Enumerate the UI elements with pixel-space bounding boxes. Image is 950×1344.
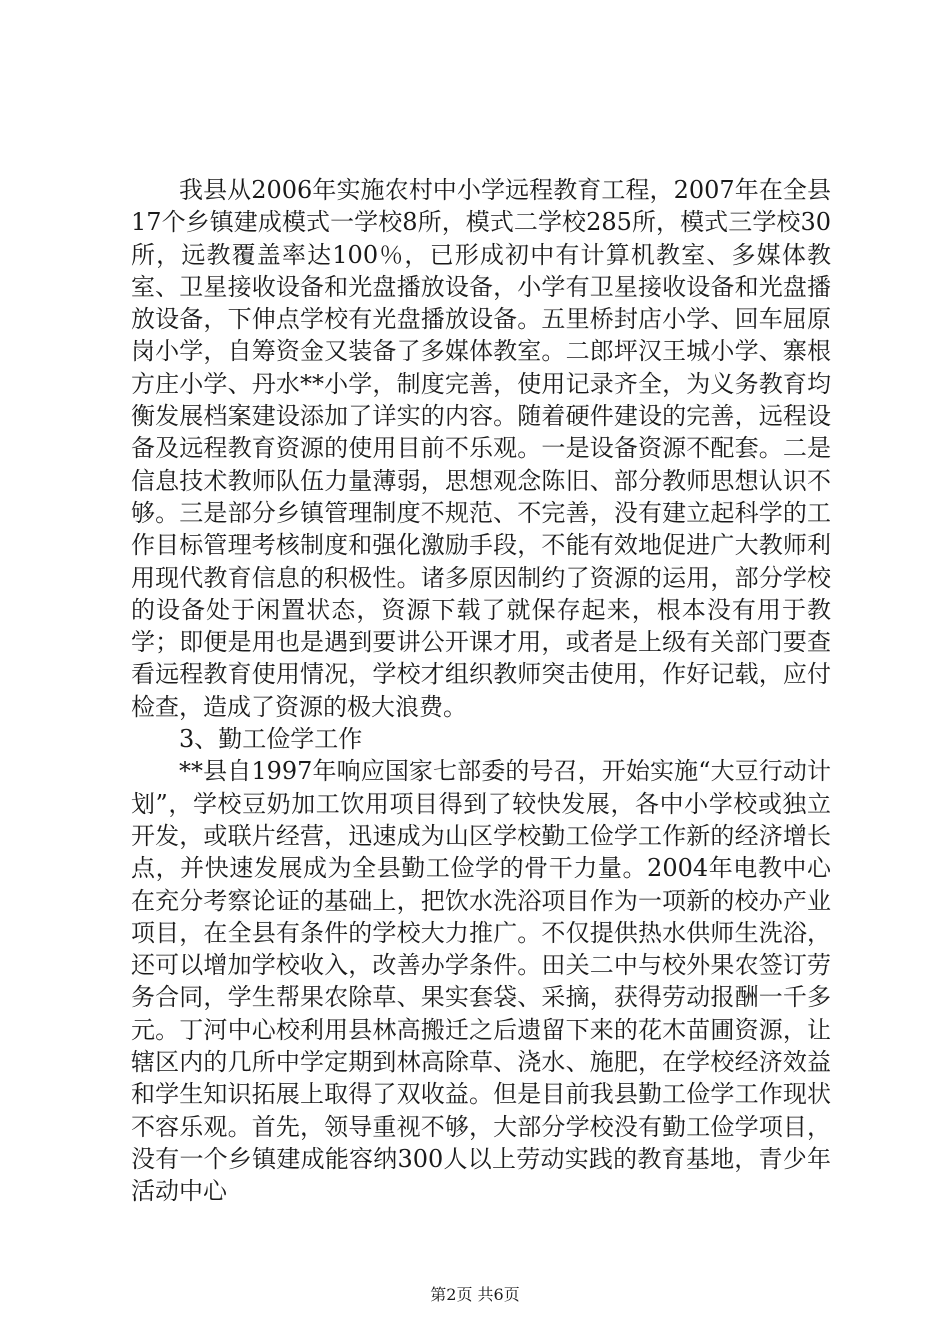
paragraph-work-study: **县自1997年响应国家七部委的号召，开始实施“大豆行动计划”，学校豆奶加工饮用项目得到了较快发展，各中小学校或独立开发，或联片经营，迅速成为山区学校勤工俭学工作新的经济增长点，并快速发展成为全县勤工俭学的骨干力量。2004年电教中心在充分考察论证的基础上，把饮水洗浴项目作为一项新的校办产业项目，在全县有条件的学校大力推广。不仅提供热水供师生洗浴，还可以增加学校收入，改善办学条件。田关二中与校外果农签订劳务合同，学生帮果农除草、果实套袋、采摘，获得劳动报酬一千多元。丁河中心校利用县林高搬迁之后遗留下来的花木苗圃资源，让辖区内的几所中学定期到林高除草、浇水、施肥，在学校经济效益和学生知识拓展上取得了双收益。但是目前我县勤工俭学工作现状不容乐观。首先，领导重视不够，大部分学校没有勤工俭学项目，没有一个乡镇建成能容纳300人以上劳动实践的教育基地，青少年活动中心 xyxy=(131,757,831,1206)
section-heading: 3、勤工俭学工作 xyxy=(179,725,363,754)
page-number: 第2页 共6页 xyxy=(430,1285,520,1304)
document-body xyxy=(131,174,831,1208)
paragraph-remote-education: 我县从2006年实施农村中小学远程教育工程，2007年在全县17个乡镇建成模式一学校8所，模式二学校285所，模式三学校30所，远教覆盖率达100％，已形成初中有计算机教室、多媒体教室、卫星接收设备和光盘播放设备，小学有卫星接收设备和光盘播放设备，下伸点学校有光盘播放设备。五里桥封店小学、回车屈原岗小学，自筹资金又装备了多媒体教室。二郎坪汉王城小学、寨根方庄小学、丹水**小学，制度完善，使用记录齐全，为义务教育均衡发展档案建设添加了详实的内容。随着硬件建设的完善，远程设备及远程教育资源的使用目前不乐观。一是设备资源不配套。二是信息技术教师队伍力量薄弱，思想观念陈旧、部分教师思想认识不够。三是部分乡镇管理制度不规范、不完善，没有建立起科学的工作目标管理考核制度和强化激励手段，不能有效地促进广大教师利用现代教育信息的积极性。诸多原因制约了资源的运用，部分学校的设备处于闲置状态，资源下载了就保存起来，根本没有用于教学；即便是用也是遇到要讲公开课才用，或者是上级有关部门要查看远程教育使用情况，学校才组织教师突击使用，作好记载，应付检查，造成了资源的极大浪费。 xyxy=(131,176,831,721)
page-footer xyxy=(0,1282,950,1305)
